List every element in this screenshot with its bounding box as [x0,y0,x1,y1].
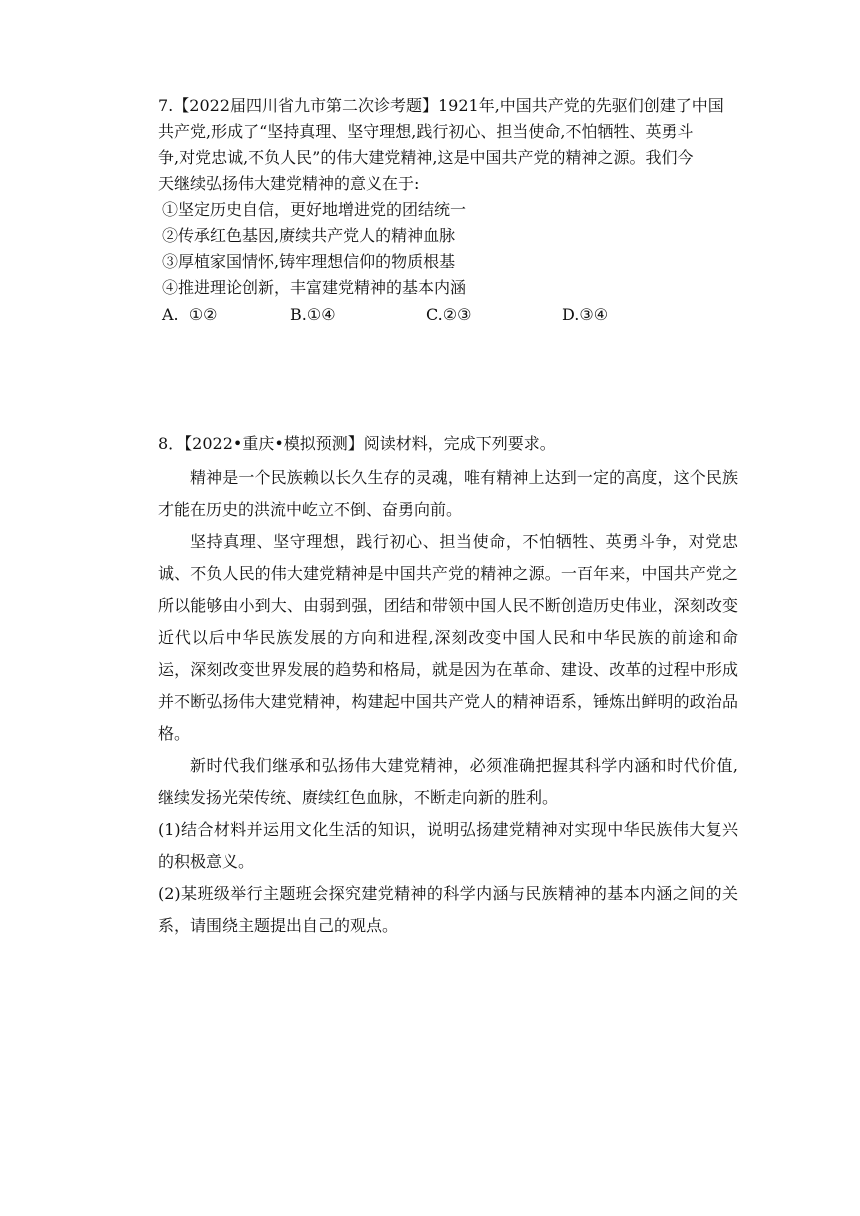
question-7-choices [158,301,738,329]
choice-c: C.②③ [426,305,472,324]
statement-1: ①坚定历史自信，更好地增进党的团结统一 [162,200,467,219]
sub-question-1: (1)结合材料并运用文化生活的知识，说明弘扬建党精神对实现中华民族伟大复兴的积极意义。 [158,820,738,871]
statement-4: ④推进理论创新，丰富建党精神的基本内涵 [162,278,467,297]
choice-b: B.①④ [290,305,336,324]
question-7-statements [158,197,738,301]
question-7-stem [158,93,738,197]
question-7 [158,93,738,329]
choice-a: A. ①② [162,305,218,324]
statement-2: ②传承红色基因,赓续共产党人的精神血脉 [162,226,456,245]
question-7-stem-line: 7.【2022届四川省九市第二次诊考题】1921年,中国共产党的先驱们创建了中国 [158,96,724,115]
material-paragraph-1: 精神是一个民族赖以长久生存的灵魂，唯有精神上达到一定的高度，这个民族才能在历史的洪流中屹立不倒、奋勇向前。 [158,468,738,519]
question-8-heading: 8．【2022•重庆•模拟预测】阅读材料，完成下列要求。 [158,434,556,453]
question-7-stem-line: 天继续弘扬伟大建党精神的意义在于: [158,174,420,193]
statement-3: ③厚植家国情怀,铸牢理想信仰的物质根基 [162,252,456,271]
material-paragraph-2: 坚持真理、坚守理想，践行初心、担当使命，不怕牺牲、英勇斗争，对党忠诚、不负人民的伟大建党精神是中国共产党的精神之源。一百年来，中国共产党之所以能够由小到大、由弱到强，团结和带领中国人民不断创造历史伟业，深刻改变近代以后中华民族发展的方向和进程,深刻改变中国人民和中华民族的前途和命运，深刻改变世界发展的趋势和格局，就是因为在革命、建设、改革的过程中形成并不断弘扬伟大建党精神，构建起中国共产党人的精神语系，锤炼出鲜明的政治品格。 [158,532,738,743]
choice-d: D.③④ [562,305,609,324]
question-8 [158,430,738,942]
sub-question-2: (2)某班级举行主题班会探究建党精神的科学内涵与民族精神的基本内涵之间的关系，请围绕主题提出自己的观点。 [158,884,738,935]
question-7-stem-line: 共产党,形成了“坚持真理、坚守理想,践行初心、担当使命,不怕牺牲、英勇斗 [158,122,694,141]
material-paragraph-3: 新时代我们继承和弘扬伟大建党精神，必须准确把握其科学内涵和时代价值,继续发扬光荣传统、赓续红色血脉，不断走向新的胜利。 [158,756,738,807]
question-7-stem-line: 争,对党忠诚,不负人民”的伟大建党精神,这是中国共产党的精神之源。我们今 [158,148,694,167]
